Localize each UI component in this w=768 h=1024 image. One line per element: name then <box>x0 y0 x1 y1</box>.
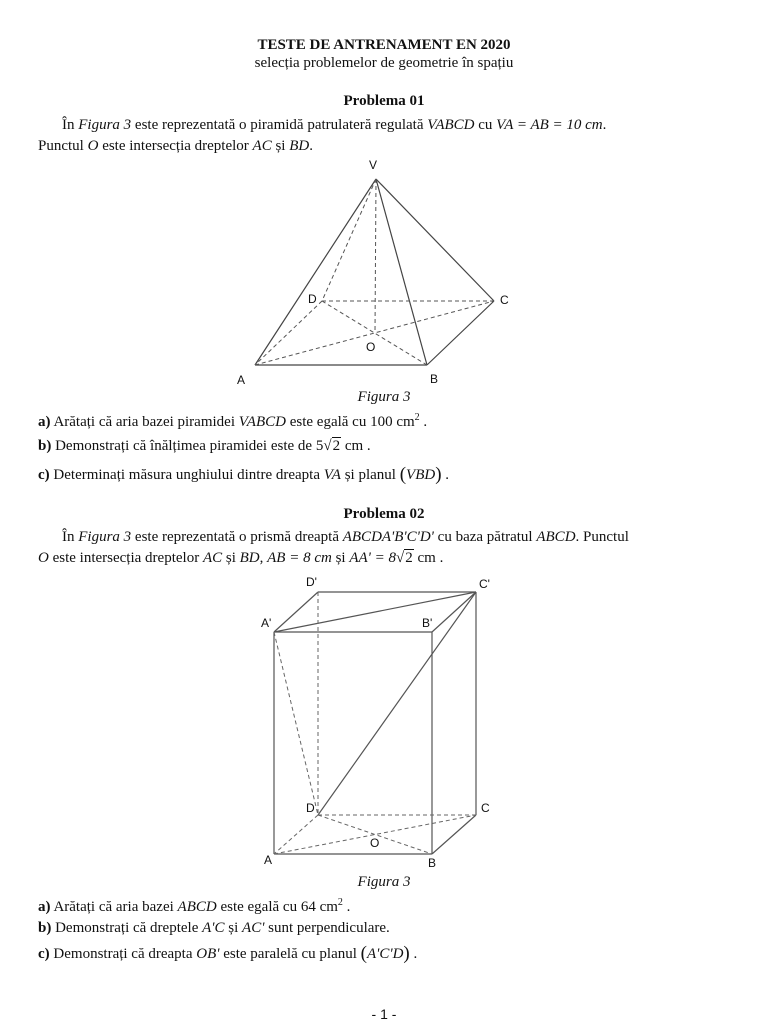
question-math: A'C <box>202 920 225 936</box>
p2-unit: cm <box>417 550 436 566</box>
question-label: c) <box>38 467 50 483</box>
document-title: TESTE DE ANTRENAMENT EN 2020 <box>257 37 511 53</box>
prism-figure <box>0 572 768 872</box>
question-text: și <box>228 920 239 936</box>
p1-text: În <box>62 117 75 133</box>
question-exponent: 2 <box>414 412 420 423</box>
sqrt-symbol: √2 <box>323 438 341 454</box>
p2-text: și <box>335 550 346 566</box>
question-value: 100 cm <box>370 414 415 430</box>
question-unit: cm <box>344 438 364 454</box>
question-text: este paralelă cu planul <box>223 946 357 962</box>
p2-line-bd: BD <box>239 550 260 566</box>
question-exponent: 2 <box>337 897 343 908</box>
point-o-label: O <box>366 340 376 354</box>
problem-2-caption: Figura 3 <box>357 874 411 890</box>
question-text: Arătați că aria bazei piramidei <box>53 414 235 430</box>
vertex-a-label: A <box>237 373 246 387</box>
question-math: OB' <box>196 946 220 962</box>
sqrt-symbol: √2 <box>396 550 413 566</box>
p2-base: ABCD <box>536 529 576 545</box>
p2-condition: AA' = 8 <box>349 550 396 566</box>
radicand: 2 <box>405 550 413 566</box>
question-label: a) <box>38 899 51 915</box>
question-math: VBD <box>406 467 436 483</box>
vertex-b-label: B <box>428 856 437 870</box>
problem-1-statement: În Figura 3 este reprezentată o piramidă patrulateră regulată VABCD cu VA = AB = 10 cm. Punctul O este intersecția dreptelor AC și BD. <box>38 117 607 154</box>
problem-1-heading: Problema 01 <box>343 93 425 109</box>
question-value: 5 <box>315 438 324 454</box>
p1-line-ac: AC <box>252 138 272 154</box>
p2-text: În <box>62 529 75 545</box>
p1-line-bd: BD <box>289 138 310 154</box>
problem-1-question-b: b) Demonstrați că înălțimea piramidei este de 5√2 cm . <box>38 438 371 454</box>
p1-condition: VA = AB = 10 cm <box>496 117 603 133</box>
problem-2-question-a: a) Arătați că aria bazei ABCD este egală cu 64 $cm^2$ . <box>38 897 351 915</box>
vertex-d1-label: D' <box>306 575 317 589</box>
problem-1-question-c: c) Determinați măsura unghiului dintre dreapta VA și planul (VBD) . <box>38 464 450 485</box>
p2-text: este intersecția dreptelor <box>52 550 200 566</box>
question-text: și planul <box>344 467 396 483</box>
question-text: Demonstrați că dreapta <box>53 946 193 962</box>
vertex-b1-label: B' <box>422 616 433 630</box>
question-math: ABCD <box>177 899 217 915</box>
question-label: b) <box>38 920 52 936</box>
problem-1-question-a: a) Arătați că aria bazei piramidei VABCD este egală cu 100 $cm^2$ . <box>38 412 428 430</box>
question-math: AC' <box>242 920 265 936</box>
p2-solid: ABCDA'B'C'D' <box>342 529 434 545</box>
p2-text: este reprezentată o prismă dreaptă <box>134 529 339 545</box>
p1-solid: VABCD <box>427 117 475 133</box>
question-math: VA <box>323 467 341 483</box>
point-o-label: O <box>370 836 380 850</box>
problem-2-statement: În Figura 3 este reprezentată o prismă dreaptă ABCDA'B'C'D' cu baza pătratul ABCD. Punctul O este intersecția dreptelor AC și BD, AB = 8 cm și AA' = 8√2 cm . <box>38 527 738 569</box>
question-label: b) <box>38 438 52 454</box>
problem-2-question-b <box>38 920 390 937</box>
p2-line-ac: AC <box>202 550 223 566</box>
p1-text: cu <box>478 117 493 133</box>
radicand: 2 <box>332 438 341 454</box>
question-label: a) <box>38 414 51 430</box>
vertex-d-label: D <box>308 292 317 306</box>
pyramid-figure <box>0 155 768 395</box>
p1-point: O <box>87 138 99 154</box>
vertex-a-label: A <box>264 853 273 867</box>
p1-text: Punctul <box>38 138 84 154</box>
question-label: c) <box>38 946 50 962</box>
p1-figure-ref: Figura 3 <box>78 117 132 133</box>
p1-text: este intersecția dreptelor <box>102 138 249 154</box>
vertex-c1-label: C' <box>479 577 490 591</box>
vertex-a1-label: A' <box>261 616 272 630</box>
vertex-c-label: C <box>500 293 509 307</box>
question-text: este egală cu <box>289 414 367 430</box>
p2-condition: AB = 8 cm <box>267 550 332 566</box>
p2-text: cu baza pătratul <box>437 529 533 545</box>
vertex-c-label: C <box>481 801 490 815</box>
question-math: A'C'D <box>366 946 404 962</box>
question-text: Demonstrați că înălțimea piramidei este de <box>55 438 313 454</box>
problem-2-heading: Problema 02 <box>343 506 425 522</box>
question-text: Arătați că aria bazei <box>53 899 174 915</box>
vertex-b-label: B <box>430 372 439 386</box>
question-value: 64 cm <box>300 899 338 915</box>
problem-2-question-c: c) Demonstrați că dreapta OB' este paralelă cu planul (A'C'D) . <box>38 943 418 964</box>
p2-text: și <box>225 550 236 566</box>
problem-1-caption: Figura 3 <box>357 389 411 405</box>
vertex-d-label: D <box>306 801 315 815</box>
question-text: este egală cu <box>220 899 298 915</box>
question-math: VABCD <box>238 414 286 430</box>
p2-point: O <box>38 550 49 566</box>
p2-text: . Punctul <box>575 529 629 545</box>
p1-text: este reprezentată o piramidă patrulateră regulată <box>134 117 424 133</box>
p1-text: și <box>275 138 286 154</box>
vertex-v-label: V <box>369 158 378 172</box>
question-text: Demonstrați că dreptele <box>55 920 199 936</box>
question-text: sunt perpendiculare. <box>268 920 390 936</box>
p2-figure-ref: Figura 3 <box>78 529 132 545</box>
page-number: - 1 - <box>371 1006 397 1022</box>
document-subtitle: selecția problemelor de geometrie în spațiu <box>254 55 514 71</box>
question-text: Determinați măsura unghiului dintre dreapta <box>53 467 320 483</box>
